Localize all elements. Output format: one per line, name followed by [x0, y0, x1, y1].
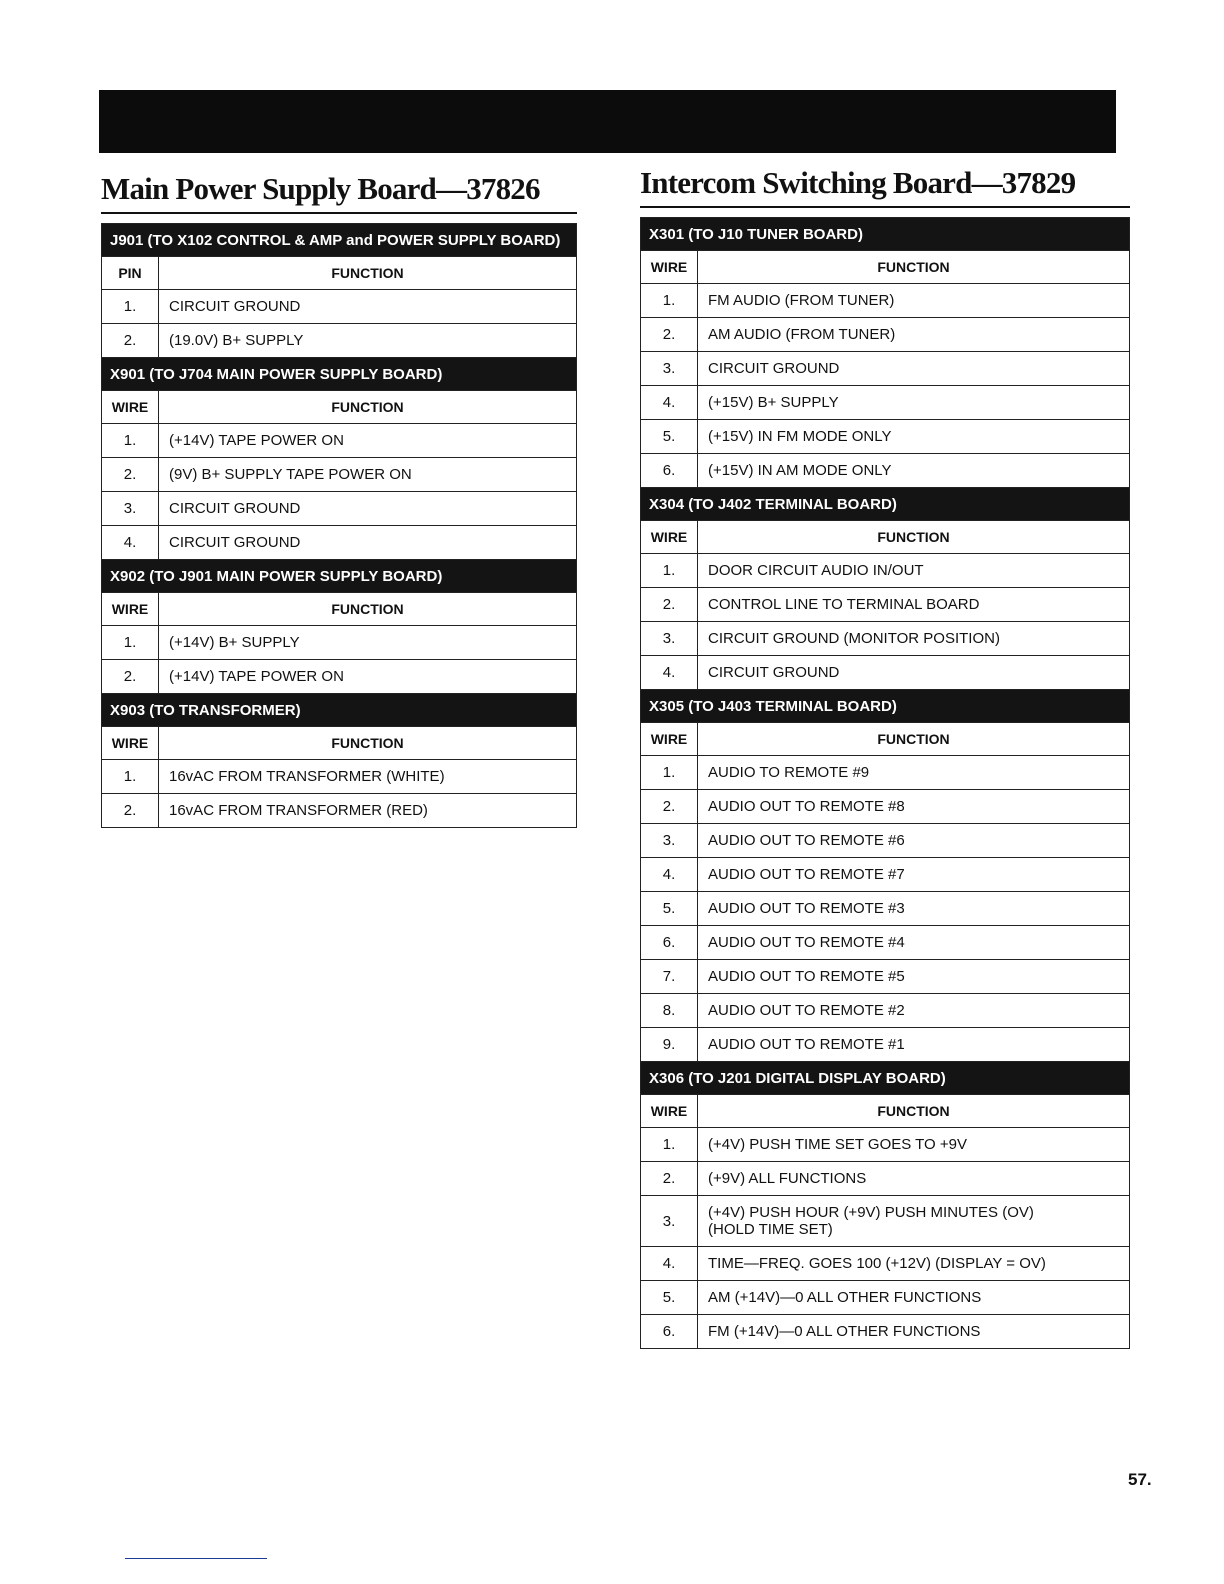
- column-header-number: WIRE: [641, 723, 698, 756]
- wire-number: 2.: [102, 458, 159, 492]
- function-text-line-2: (HOLD TIME SET): [708, 1221, 833, 1238]
- wire-number: 6.: [641, 454, 698, 488]
- table-row: [641, 622, 1130, 656]
- function-text: TIME—FREQ. GOES 100 (+12V) (DISPLAY = OV): [708, 1255, 1046, 1272]
- function-text: CIRCUIT GROUND: [169, 500, 301, 517]
- table-row: [641, 554, 1130, 588]
- main-power-supply-board: [101, 168, 577, 828]
- column-header-number: WIRE: [102, 391, 159, 424]
- connector-header-row: [102, 358, 577, 391]
- column-header-number: WIRE: [641, 521, 698, 554]
- table-row: [102, 660, 577, 694]
- wire-number: 1.: [102, 424, 159, 458]
- wire-function: [698, 554, 1130, 588]
- wire-number: 5.: [641, 420, 698, 454]
- table-row: [641, 454, 1130, 488]
- wire-function: [698, 1315, 1130, 1349]
- function-text: (+15V) B+ SUPPLY: [708, 394, 839, 411]
- wire-function: [698, 386, 1130, 420]
- wire-function: [159, 660, 577, 694]
- column-header-number: WIRE: [641, 1095, 698, 1128]
- wire-number: 2.: [102, 324, 159, 358]
- wire-number: 4.: [102, 526, 159, 560]
- wire-function: [159, 324, 577, 358]
- column-header-function: FUNCTION: [159, 727, 577, 760]
- function-text: (+15V) IN FM MODE ONLY: [708, 428, 892, 445]
- wire-function: [698, 1281, 1130, 1315]
- wire-function: [698, 926, 1130, 960]
- wire-function: [159, 626, 577, 660]
- function-text: CIRCUIT GROUND: [169, 534, 301, 551]
- connector-table: [640, 217, 1130, 1349]
- function-text: AUDIO OUT TO REMOTE #6: [708, 832, 905, 849]
- function-text: AUDIO OUT TO REMOTE #7: [708, 866, 905, 883]
- function-text: AUDIO OUT TO REMOTE #5: [708, 968, 905, 985]
- connector-header: X301 (TO J10 TUNER BOARD): [641, 218, 1130, 251]
- wire-number: 1.: [641, 1128, 698, 1162]
- wire-function: [159, 526, 577, 560]
- table-row: [641, 994, 1130, 1028]
- header-band: [99, 90, 1116, 153]
- table-row: [641, 1028, 1130, 1062]
- function-text: 16vAC FROM TRANSFORMER (WHITE): [169, 768, 445, 785]
- wire-number: 6.: [641, 926, 698, 960]
- column-header-row: [102, 257, 577, 290]
- function-text: AUDIO OUT TO REMOTE #1: [708, 1036, 905, 1053]
- function-text: (9V) B+ SUPPLY TAPE POWER ON: [169, 466, 412, 483]
- connector-header: X901 (TO J704 MAIN POWER SUPPLY BOARD): [102, 358, 577, 391]
- function-text: AUDIO OUT TO REMOTE #2: [708, 1002, 905, 1019]
- intercom-switching-board: [640, 162, 1130, 1349]
- wire-number: 5.: [641, 892, 698, 926]
- wire-function: [698, 352, 1130, 386]
- column-header-function: FUNCTION: [159, 391, 577, 424]
- wire-function: [698, 284, 1130, 318]
- connector-header-row: [102, 560, 577, 593]
- table-row: [641, 420, 1130, 454]
- table-row: [641, 790, 1130, 824]
- wire-number: 4.: [641, 656, 698, 690]
- wire-number: 3.: [641, 1196, 698, 1247]
- column-header-number: WIRE: [102, 727, 159, 760]
- wire-number: 1.: [641, 284, 698, 318]
- wire-number: 3.: [102, 492, 159, 526]
- function-text: 16vAC FROM TRANSFORMER (RED): [169, 802, 428, 819]
- table-row: [641, 1247, 1130, 1281]
- function-text: (+9V) ALL FUNCTIONS: [708, 1170, 867, 1187]
- wire-function: [698, 1196, 1130, 1247]
- column-header-function: FUNCTION: [698, 251, 1130, 284]
- wire-function: [698, 1028, 1130, 1062]
- column-header-function: FUNCTION: [698, 723, 1130, 756]
- function-text: (+15V) IN AM MODE ONLY: [708, 462, 892, 479]
- page-number: 57.: [1128, 1470, 1152, 1489]
- connector-header-row: [102, 224, 577, 257]
- wire-function: [159, 458, 577, 492]
- table-row: [641, 318, 1130, 352]
- function-text: AM (+14V)—0 ALL OTHER FUNCTIONS: [708, 1289, 982, 1306]
- wire-function: [698, 420, 1130, 454]
- function-text: CIRCUIT GROUND: [169, 298, 301, 315]
- wire-number: 1.: [641, 756, 698, 790]
- wire-function: [698, 824, 1130, 858]
- table-row: [641, 352, 1130, 386]
- table-row: [641, 1315, 1130, 1349]
- column-header-number: WIRE: [641, 251, 698, 284]
- wire-number: 4.: [641, 386, 698, 420]
- wire-number: 3.: [641, 622, 698, 656]
- wire-function: [698, 790, 1130, 824]
- table-row: [641, 858, 1130, 892]
- wire-function: [159, 492, 577, 526]
- table-row: [102, 526, 577, 560]
- column-header-number: WIRE: [102, 593, 159, 626]
- table-row: [641, 926, 1130, 960]
- wire-number: 2.: [641, 790, 698, 824]
- table-row: [641, 1128, 1130, 1162]
- table-row: [102, 324, 577, 358]
- connector-header-row: [641, 690, 1130, 723]
- column-header-row: [641, 723, 1130, 756]
- table-row: [641, 386, 1130, 420]
- table-row: [641, 284, 1130, 318]
- connector-header: X304 (TO J402 TERMINAL BOARD): [641, 488, 1130, 521]
- function-text: (+14V) TAPE POWER ON: [169, 668, 344, 685]
- wire-number: 2.: [641, 1162, 698, 1196]
- wire-number: 1.: [641, 554, 698, 588]
- table-row: [641, 892, 1130, 926]
- wire-number: 2.: [641, 318, 698, 352]
- table-row: [102, 626, 577, 660]
- function-text: (19.0V) B+ SUPPLY: [169, 332, 304, 349]
- wire-function: [698, 1162, 1130, 1196]
- function-text: (+4V) PUSH HOUR (+9V) PUSH MINUTES (OV): [708, 1204, 1034, 1221]
- column-header-row: [102, 727, 577, 760]
- table-row: [102, 458, 577, 492]
- wire-function: [698, 588, 1130, 622]
- column-header-function: FUNCTION: [159, 257, 577, 290]
- column-header-row: [641, 1095, 1130, 1128]
- connector-header-row: [641, 488, 1130, 521]
- wire-number: 3.: [641, 352, 698, 386]
- function-text: FM (+14V)—0 ALL OTHER FUNCTIONS: [708, 1323, 981, 1340]
- wire-function: [698, 1247, 1130, 1281]
- wire-number: 7.: [641, 960, 698, 994]
- wire-function: [698, 1128, 1130, 1162]
- table-row: [641, 824, 1130, 858]
- table-row: [641, 756, 1130, 790]
- function-text: AUDIO TO REMOTE #9: [708, 764, 870, 781]
- connector-header: X903 (TO TRANSFORMER): [102, 694, 577, 727]
- wire-number: 9.: [641, 1028, 698, 1062]
- function-text: (+4V) PUSH TIME SET GOES TO +9V: [708, 1136, 967, 1153]
- table-row: [641, 1281, 1130, 1315]
- wire-function: [698, 622, 1130, 656]
- wire-function: [698, 994, 1130, 1028]
- column-header-function: FUNCTION: [698, 521, 1130, 554]
- table-row: [102, 794, 577, 828]
- table-row: [641, 960, 1130, 994]
- column-header-number: PIN: [102, 257, 159, 290]
- wire-function: [159, 794, 577, 828]
- wire-function: [159, 424, 577, 458]
- board-title: Main Power Supply Board—37826: [101, 168, 577, 214]
- wire-function: [698, 656, 1130, 690]
- function-text: AUDIO OUT TO REMOTE #3: [708, 900, 905, 917]
- connector-header: X306 (TO J201 DIGITAL DISPLAY BOARD): [641, 1062, 1130, 1095]
- wire-function: [159, 290, 577, 324]
- board-title: Intercom Switching Board—37829: [640, 162, 1130, 208]
- wire-number: 6.: [641, 1315, 698, 1349]
- table-row: [641, 588, 1130, 622]
- wire-function: [698, 756, 1130, 790]
- function-text: CIRCUIT GROUND: [708, 664, 840, 681]
- table-row: [641, 656, 1130, 690]
- function-text: AUDIO OUT TO REMOTE #4: [708, 934, 905, 951]
- function-text: FM AUDIO (FROM TUNER): [708, 292, 895, 309]
- connector-header: X902 (TO J901 MAIN POWER SUPPLY BOARD): [102, 560, 577, 593]
- wire-function: [698, 960, 1130, 994]
- column-header-function: FUNCTION: [159, 593, 577, 626]
- wire-number: 5.: [641, 1281, 698, 1315]
- function-text: CIRCUIT GROUND (MONITOR POSITION): [708, 630, 1000, 647]
- wire-function: [698, 892, 1130, 926]
- connector-header: X305 (TO J403 TERMINAL BOARD): [641, 690, 1130, 723]
- wire-number: 1.: [102, 290, 159, 324]
- function-text: (+14V) TAPE POWER ON: [169, 432, 344, 449]
- column-header-row: [102, 593, 577, 626]
- function-text: AUDIO OUT TO REMOTE #8: [708, 798, 905, 815]
- column-header-row: [102, 391, 577, 424]
- column-header-row: [641, 251, 1130, 284]
- function-text: AM AUDIO (FROM TUNER): [708, 326, 896, 343]
- table-row: [102, 760, 577, 794]
- column-header-function: FUNCTION: [698, 1095, 1130, 1128]
- function-text: (+14V) B+ SUPPLY: [169, 634, 300, 651]
- table-row: [102, 290, 577, 324]
- wire-number: 2.: [102, 660, 159, 694]
- wire-number: 2.: [641, 588, 698, 622]
- wire-number: 4.: [641, 858, 698, 892]
- table-row: [102, 492, 577, 526]
- function-text: DOOR CIRCUIT AUDIO IN/OUT: [708, 562, 924, 579]
- footer-rule: [125, 1558, 267, 1559]
- wire-number: 1.: [102, 626, 159, 660]
- table-row: [641, 1162, 1130, 1196]
- connector-header-row: [102, 694, 577, 727]
- connector-header-row: [641, 218, 1130, 251]
- connector-table: [101, 223, 577, 828]
- column-header-row: [641, 521, 1130, 554]
- wire-number: 2.: [102, 794, 159, 828]
- wire-number: 8.: [641, 994, 698, 1028]
- wire-function: [698, 454, 1130, 488]
- table-row: [641, 1196, 1130, 1247]
- connector-header-row: [641, 1062, 1130, 1095]
- wire-number: 1.: [102, 760, 159, 794]
- wire-function: [698, 318, 1130, 352]
- connector-header: J901 (TO X102 CONTROL & AMP and POWER SUPPLY BOARD): [102, 224, 577, 257]
- wire-number: 3.: [641, 824, 698, 858]
- function-text: CONTROL LINE TO TERMINAL BOARD: [708, 596, 980, 613]
- table-row: [102, 424, 577, 458]
- wire-function: [698, 858, 1130, 892]
- function-text: CIRCUIT GROUND: [708, 360, 840, 377]
- wire-function: [159, 760, 577, 794]
- wire-number: 4.: [641, 1247, 698, 1281]
